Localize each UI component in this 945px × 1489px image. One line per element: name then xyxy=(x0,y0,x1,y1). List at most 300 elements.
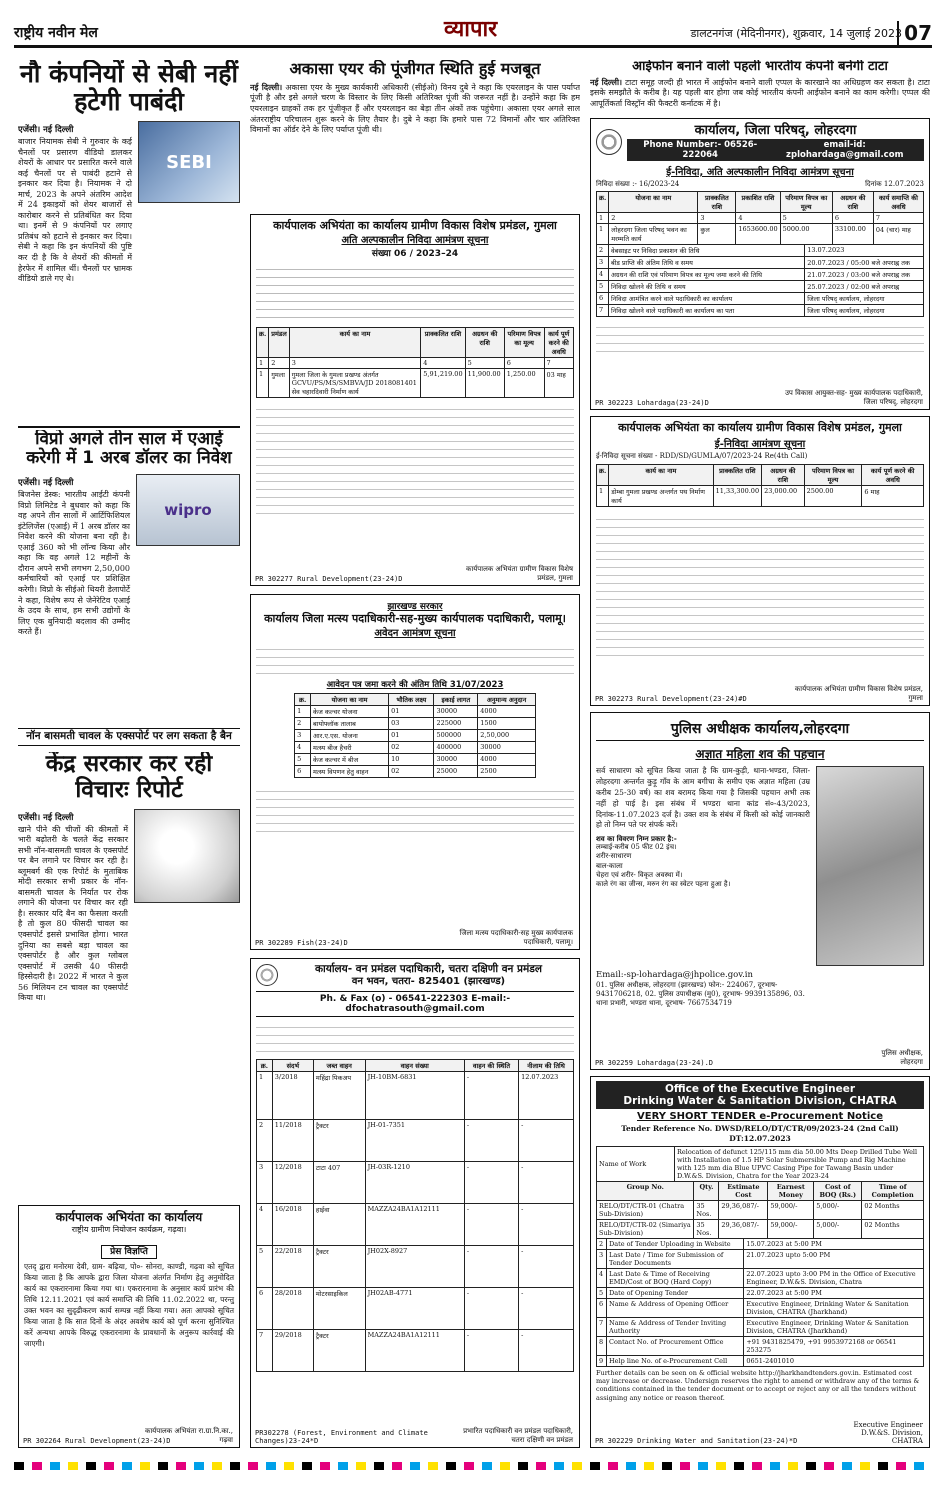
gumla-rural-table xyxy=(256,327,574,398)
table-cell: 1 xyxy=(257,369,269,398)
table-cell: वेबसाइट पर निविदा प्रकाशन की तिथि xyxy=(609,244,805,256)
table-header: Time of Completion xyxy=(862,1181,924,1200)
police-title: पुलिस अधीक्षक कार्यालय,लोहरदगा xyxy=(596,717,924,741)
chatra-water-notice xyxy=(590,1076,930,1448)
jharkhand-emblem-icon xyxy=(256,964,278,986)
table-cell: 6 xyxy=(257,1287,273,1329)
akasa-headline: अकासा एयर की पूंजीगत स्थिति हुई मजबूत xyxy=(289,60,541,78)
table-cell: 4 xyxy=(295,742,311,754)
palamu-code: PR 302289 Fish(23-24)D xyxy=(255,939,348,947)
table-cell: 11,900.00 xyxy=(465,369,504,398)
table-row xyxy=(597,1146,924,1181)
table-cell: 22.07.2023 upto 3:00 PM in the Office of Executive Engineer, D.W.&S. Division, Chatra xyxy=(744,1268,924,1287)
table-cell: JH-01-7351 xyxy=(365,1119,464,1161)
gumla-rural-sign: कार्यपालक अभियंता ग्रामीण विकास विशेष प्रमंडल, गुमला xyxy=(466,565,573,582)
police-body: सर्व साधारण को सूचित किया जाता है कि ग्राम-कुड़ी, थाना-भण्डरा, जिला-लोहरदगा अन्तर्गत कुड़ू गाँव के आम बगीचा के समीप एक अज्ञात महिला (उम्र करीब 25-30 वर्ष) का शव बरामद किया गया है जिसकी पहचान अभी तक नहीं हो पाई है। इस संबंध में भण्डरा थाना कांड सं०-43/2023, दिनांक-11.07.2023 दर्ज है। उक्त शव के संबंध में किसी को कोई जानकारी हो तो निम्न पते पर संपर्क करें। xyxy=(596,766,810,830)
table-row xyxy=(597,223,924,244)
table-header: वाहन संख्या xyxy=(365,1059,464,1071)
tata-body: टाटा समूह जल्दी ही भारत में आईफोन बनाने वाली एप्पल के कारखाने का अधिग्रहण कर सकता है। टाटा इसके समझौते के करीब है। यह पहली बार होगा जब कोई भारतीय कंपनी आईफोन बनाने का काम करेगी। एप्पल की आपूर्तिकर्ता विस्ट्रॉन की फैक्टरी कर्नाटक में है। xyxy=(590,77,930,108)
table-cell: 5 xyxy=(295,754,311,766)
table-cell: Name & Address of Tender Inviting Authority xyxy=(607,1317,744,1336)
table-header: Earnest Money xyxy=(768,1181,814,1200)
dws-schedule-table xyxy=(596,1238,924,1367)
gumla-etender-ref: ई-निविदा सूचना संख्या - RDD/SD/GUMLA/07/2023-24 Re(4th Call) xyxy=(596,452,808,461)
table-cell: 35 Nos. xyxy=(694,1219,719,1238)
police-feature: काले रंग का जीन्स, मरुन रंग का स्वेटर पहना हुआ है। xyxy=(596,879,731,888)
wipro-body: बिजनेस डेस्क: भारतीय आईटी कंपनी विप्रो लिमिटेड ने बुधवार को कहा कि वह अपने तीन सालों में आर्टिफिशियल इंटेलिजेंस (एआई) में 1 अरब डॉलर का निवेश करने की योजना बना रही है। एआई 360 को भी लॉन्च किया और कहा कि वह अगले 12 महीनों के दौरान अपने सभी लगभग 2,50,000 कर्मचारियों को एआई पर प्रशिक्षित करेगी। विप्रो के सीईओ थियरी डेलापोर्टे ने कहा, विशेष रूप से जेनेरेटिव एआई के उदय के साथ, हम सभी उद्योगों के लिए एक बुनियादी बदलाव की उम्मीद करते हैं। xyxy=(18,490,130,637)
table-cell: 1 xyxy=(597,223,609,244)
tata-headline: आईफोन बनाने वाली पहली भारतीय कंपनी बनेगी टाटा xyxy=(632,60,888,74)
table-header: क्र. xyxy=(597,465,609,486)
table-cell: 01 xyxy=(389,730,434,742)
sebi-body: बाजार नियामक सेबी ने गुरुवार के कई चैनलों पर प्रसारण वीडियो डालकर शेयरों के आधार पर प्रसारित करने वाले कई चैनलों पर से पाबंदी हटाने से इनकार कर दिया है। नियामक ने दो मार्च, 2023 के अपने अंतरिम आदेश में 24 इकाइयों को शेयर बाजारों से कारोबार करने से प्रतिबंधित कर दिया था। इनमें से 9 कंपनियों पर लगाए प्रतिबंध को हटाने से इनकार कर दिया। सेबी ने कहा कि इन कंपनियों की पुष्टि कर दी है कि वे शेयरों की कीमतों में हेरफेर में शामिल थीं। चैनलों पर भ्रामक वीडियो डाले गए थे। xyxy=(18,137,132,284)
table-cell: Help line No. of e-Procurement Cell xyxy=(607,1355,744,1366)
table-header: अनुमान्य अनुदान xyxy=(478,694,536,706)
sebi-photo xyxy=(138,121,240,203)
chatra-forest-notice xyxy=(250,958,580,1448)
table-cell: 3/2018 xyxy=(272,1071,313,1119)
police-notice xyxy=(590,712,930,1070)
chatra-forest-code: PR302278 (Forest, Environment and Climate Changes)23-24*D xyxy=(255,1429,428,1445)
table-cell: हाईवा xyxy=(313,1203,365,1245)
table-cell: निविदा आमंत्रित करने वाले पदाधिकारी का कार्यालय xyxy=(609,292,805,304)
table-header: परिमाण विपत्र का मूल्य xyxy=(804,465,862,486)
table-cell: 02 Months xyxy=(862,1219,924,1238)
table-cell: 25000 xyxy=(434,766,478,778)
table-header: योजना का नाम xyxy=(609,191,698,212)
table-row xyxy=(597,280,924,292)
palamu-intro xyxy=(256,642,574,676)
garhwa-press-box: प्रेस विज्ञप्ति xyxy=(101,1245,157,1259)
zp-subtitle: ई-निविदा, अति अल्पकालीन निविदा आमंत्रण सूचना xyxy=(666,166,854,178)
garhwa-code: PR 302264 Rural Development(23-24)D xyxy=(23,1437,171,1445)
table-cell: 01 xyxy=(389,706,434,718)
table-cell: ट्रैक्टर xyxy=(313,1119,365,1161)
table-cell: ट्रैक्टर xyxy=(313,1329,365,1371)
gumla-etender-subtitle: ई-निविदा आमंत्रण सूचना xyxy=(714,439,806,451)
table-row xyxy=(597,256,924,268)
table-cell: 7 xyxy=(597,304,609,316)
gumla-rural-terms xyxy=(256,402,574,520)
lohardaga-zp-notice xyxy=(590,118,930,410)
palamu-title: कार्यालय जिला मत्स्य पदाधिकारी-सह-मुख्य कार्यपालक पदाधिकारी, पलामू। xyxy=(264,612,566,625)
table-cell: केज कल्चर योजना xyxy=(311,706,389,718)
table-cell: 02 xyxy=(389,766,434,778)
table-cell: 2 xyxy=(597,244,609,256)
chatra-forest-table xyxy=(256,1059,574,1372)
table-cell: JH-10BM-6831 xyxy=(365,1071,464,1119)
gumla-etender-title: कार्यपालक अभियंता का कार्यालय ग्रामीण विकास विशेष प्रमंडल, गुमला xyxy=(618,421,902,434)
wipro-photo-text: wipro xyxy=(164,501,212,520)
table-cell: बीड प्राप्ति की अंतिम तिथि व समय xyxy=(609,256,805,268)
table-cell: 30000 xyxy=(478,742,536,754)
table-cell: 5000.00 xyxy=(780,223,832,244)
table-header: संदर्भ xyxy=(272,1059,313,1071)
table-cell: 5,91,219.00 xyxy=(421,369,465,398)
table-cell: Contact No. of Procurement Office xyxy=(607,1336,744,1355)
table-cell: 5 xyxy=(465,358,504,369)
table-header: कार्य का नाम xyxy=(289,328,421,358)
table-header: क्र. xyxy=(257,328,269,358)
chatra-forest-title: कार्यालय- वन प्रमंडल पदाधिकारी, चतरा दक्षिणी वन प्रमंडल xyxy=(314,963,543,975)
table-cell: मत्स्य विपणन हेतु वाहन xyxy=(311,766,389,778)
police-features-title: शव का विवरण निम्न प्रकार है:- xyxy=(596,834,677,844)
page-number: 07 xyxy=(897,21,932,45)
table-cell: केज कल्चर में बीज xyxy=(311,754,389,766)
table-cell: 21.07.2023 upto 5:00 PM xyxy=(744,1249,924,1268)
table-cell: जिला परिषद् कार्यालय, लोहरदगा xyxy=(805,304,924,316)
table-cell: निविदा खोलने की तिथि व समय xyxy=(609,280,805,292)
table-cell: 7 xyxy=(257,1329,273,1371)
brand-name: राष्ट्रीय नवीन मेल xyxy=(14,25,98,41)
table-cell: 3 xyxy=(597,256,609,268)
table-row xyxy=(257,1287,574,1329)
zp-title: कार्यालय, जिला परिषद्, लोहरदगा xyxy=(694,123,857,138)
table-cell: 5 xyxy=(257,1245,273,1287)
divider xyxy=(18,426,240,428)
wipro-headline: विप्रो अगले तीन साल में एआई करेगी में 1 अरब डॉलर का निवेश xyxy=(26,430,232,469)
table-cell: 5 xyxy=(597,1287,607,1298)
police-sign: पुलिस अधीक्षक, लोहरदगा xyxy=(881,1049,923,1066)
table-row xyxy=(597,1249,924,1268)
table-cell: 10 xyxy=(389,754,434,766)
table-cell: 03 माह xyxy=(544,369,574,398)
table-cell: RELO/DT/CTR-02 (Simariya Sub-Division) xyxy=(597,1219,694,1238)
table-cell: अग्रधन की राशि एवं परिमाण विपत्र का मूल्य जमा करने की तिथि xyxy=(609,268,805,280)
table-cell: 4000 xyxy=(478,754,536,766)
table-header: प्राक्कलित राशि xyxy=(698,191,736,212)
table-row xyxy=(257,1071,574,1119)
table-row xyxy=(257,1329,574,1371)
zp-ref: निविदा संख्या :- 16/2023-24 xyxy=(596,179,680,188)
table-cell: 4 xyxy=(257,1203,273,1245)
tata-byline: नई दिल्ली। xyxy=(590,76,623,87)
police-subtitle: अज्ञात महिला शव की पहचान xyxy=(695,747,825,761)
garhwa-body: एतद् द्वारा मनोरमा देवी, ग्राम- बढ़िया, पो०- सोनरा, काण्डी, गढ़वा को सूचित किया जाता है कि आपके द्वारा जिला योजना अंतर्गत निर्माण हेतु अनुमोदित कार्य का एकरारनामा किया गया था। एकरारनामा के अनुसार कार्य प्रारंभ की तिथि 12.11.2021 एवं कार्य समाप्ति की तिथि 11.02.2022 था, परन्तु उक्त भवन का सुदृढीकरण कार्य सम्पन्न नहीं किया गया। अतः आपको सूचित किया जाता है कि सात दिनों के अंदर अवशेष कार्य को पूर्ण करना सुनिश्चित करें अन्यथा आपके विरुद्ध एकरारनामा के प्रावधानों के अनुरूप कार्रवाई की जाएगी। xyxy=(24,1262,234,1348)
table-row xyxy=(295,706,536,718)
dws-title2: Drinking Water & Sanitation Division, CHATRA xyxy=(623,1095,897,1107)
table-cell: - xyxy=(519,1203,574,1245)
sebi-byline: एजेंसी। नई दिल्ली xyxy=(18,125,74,135)
gumla-rural-code: PR 302277 Rural Development(23-24)D xyxy=(255,575,403,583)
table-row xyxy=(257,1119,574,1161)
police-feature: लम्बाई-करीब 05 फीट 02 इंच। xyxy=(596,843,677,852)
dws-sign: Executive Engineer D.W.&S. Division, CHATRA xyxy=(853,1421,923,1445)
rice-headline: केंद्र सरकार कर रही विचारः रिपोर्ट xyxy=(45,752,213,803)
gumla-etender-table xyxy=(596,464,924,507)
table-row xyxy=(597,1200,924,1219)
table-cell: Executive Engineer, Drinking Water & Sanitation Division, CHATRA (Jharkhand) xyxy=(744,1317,924,1336)
table-row xyxy=(597,1298,924,1317)
table-cell: 59,000/- xyxy=(768,1200,814,1219)
zp-schedule-table xyxy=(596,244,924,317)
table-row xyxy=(295,742,536,754)
table-cell: 5 xyxy=(780,212,832,223)
table-cell: 7 xyxy=(544,358,574,369)
dws-work-table xyxy=(596,1146,924,1182)
chatra-forest-intro xyxy=(256,1020,574,1056)
wipro-story xyxy=(18,430,240,720)
table-header: अग्रधन की राशि xyxy=(465,328,504,358)
rice-story xyxy=(18,752,240,1197)
table-cell: - xyxy=(519,1119,574,1161)
gumla-etender-code: PR 302273 Rural Development(23-24)#D xyxy=(595,695,747,703)
table-header: वाहन की स्थिति xyxy=(464,1059,518,1071)
table-header: अग्रधन की राशि xyxy=(832,191,873,212)
table-row xyxy=(597,1336,924,1355)
table-cell: 16/2018 xyxy=(272,1203,313,1245)
table-cell: +91 9431825479, +91 9953972168 or 06541 253275 xyxy=(744,1336,924,1355)
table-cell: - xyxy=(464,1161,518,1203)
dws-title1: Office of the Executive Engineer xyxy=(664,1083,855,1095)
table-cell: गुमला xyxy=(269,369,289,398)
dws-subtitle: VERY SHORT TENDER e-Procurement Notice xyxy=(637,1111,883,1122)
table-cell: बायोफ्लॉक तालाब xyxy=(311,718,389,730)
table-cell: 22/2018 xyxy=(272,1245,313,1287)
rice-body: खाने पीने की चीजों की कीमतों में भारी बढ़ोतरी के चलते केंद्र सरकार सभी नॉन-बासमती चावल के एक्सपोर्ट पर बैन लगाने पर विचार कर रही है। ब्लूमबर्ग की एक रिपोर्ट के मुताबिक मोदी सरकार सभी प्रकार के नॉन-बासमती चावल के निर्यात पर रोक लगाने की योजना पर विचार कर रही है। सरकार यदि बैन का फैसला करती है तो कुल 80 फीसदी चावल का एक्सपोर्ट इससे प्रभावित होगा। भारत दुनिया का सबसे बड़ा चावल का एक्सपोर्टर है और कुल ग्लोबल एक्सपोर्ट में उसकी 40 फीसदी हिस्सेदारी है। 2022 में भारत ने कुल 56 मिलियन टन चावल का एक्सपोर्ट किया था। xyxy=(18,824,128,1003)
table-header: क्र. xyxy=(295,694,311,706)
table-cell: 11/2018 xyxy=(272,1119,313,1161)
table-header: भौतिक लक्ष्य xyxy=(389,694,434,706)
table-cell: 3 xyxy=(597,1249,607,1268)
table-cell: RELO/DT/CTR-01 (Chatra Sub-Division) xyxy=(597,1200,694,1219)
table-cell: 11,33,300.00 xyxy=(713,486,761,507)
table-row xyxy=(597,1355,924,1366)
table-cell: 5,000/- xyxy=(814,1219,862,1238)
table-cell: 28/2018 xyxy=(272,1287,313,1329)
table-row xyxy=(597,304,924,316)
table-header: कार्य समाप्ति की अवधि xyxy=(873,191,923,212)
table-cell: 4 xyxy=(597,268,609,280)
table-row xyxy=(597,1238,924,1249)
table-header: कार्य पूर्ण करने की अवधि xyxy=(862,465,924,486)
table-cell: 225000 xyxy=(434,718,478,730)
table-cell: JH-03R-1210 xyxy=(365,1161,464,1203)
table-cell: 2,50,000 xyxy=(478,730,536,742)
table-cell: 2500 xyxy=(478,766,536,778)
zp-email: email-id: zplohardaga@gmail.com xyxy=(786,139,904,160)
table-cell: 4 xyxy=(597,1268,607,1287)
table-header: नीलाम की तिथि xyxy=(519,1059,574,1071)
table-cell: 1 xyxy=(257,358,269,369)
table-cell: 1500 xyxy=(478,718,536,730)
wipro-photo xyxy=(136,474,240,546)
table-row xyxy=(257,1245,574,1287)
gumla-rural-number: संख्या 06 / 2023–24 xyxy=(371,249,459,260)
table-cell: 4 xyxy=(421,358,465,369)
table-cell: 30000 xyxy=(434,706,478,718)
section-title: व्यापार xyxy=(444,17,498,42)
table-row xyxy=(597,1268,924,1287)
gumla-etender-sign: कार्यपालक अभियंता ग्रामीण विकास विशेष प्रमंडल, गुमला xyxy=(794,685,923,702)
table-cell: 23,000.00 xyxy=(762,486,805,507)
table-header: प्रमंडल xyxy=(269,328,289,358)
table-header: कार्य का नाम xyxy=(609,465,713,486)
table-cell: 13.07.2023 xyxy=(805,244,924,256)
garhwa-ee-notice xyxy=(18,1205,240,1448)
table-cell: 02 xyxy=(389,742,434,754)
table-header: परिमाण विपत्र का मूल्य xyxy=(780,191,832,212)
table-header: जब्त वाहन xyxy=(313,1059,365,1071)
table-cell: 6 xyxy=(295,766,311,778)
sebi-headline: नौ कंपनियों से सेबी नहीं हटेगी पाबंदी xyxy=(19,60,239,116)
table-cell: 20.07.2023 / 05:00 बजे अपराह्न तक xyxy=(805,256,924,268)
table-cell: 33100.00 xyxy=(832,223,873,244)
masthead xyxy=(14,18,932,48)
table-cell: 59,000/- xyxy=(768,1219,814,1238)
rice-byline: एजेंसी। नई दिल्ली xyxy=(18,812,74,823)
table-cell: 3 xyxy=(698,212,736,223)
table-header: Cost of BOQ (Rs.) xyxy=(814,1181,862,1200)
dateline: डालटनगंज (मेदिनीनगर), शुक्रवार, 14 जुलाई 2023 xyxy=(690,27,902,40)
police-feature: शरीर-साधारण xyxy=(596,852,632,861)
zp-date: दिनांक 12.07.2023 xyxy=(865,179,924,188)
table-cell: 9 xyxy=(597,1355,607,1366)
table-cell: 4000 xyxy=(478,706,536,718)
table-cell: - xyxy=(519,1161,574,1203)
garhwa-subtitle: राष्ट्रीय ग्रामीण नियोजन कार्यक्रम, गढ़वा। xyxy=(71,1225,187,1235)
table-cell: 2 xyxy=(609,212,698,223)
table-cell: 1 xyxy=(597,212,609,223)
chatra-forest-contact: Ph. & Fax (o) - 06541-222303 E-mail:- dfochatrasouth@gmail.com xyxy=(256,991,574,1017)
table-cell: डोम्बा गुमला प्रखण्ड अन्तर्गत पथ निर्माण कार्य xyxy=(609,486,713,507)
table-cell: Last Date & Time of Receiving EMD/Cost of BOQ (Hard Copy) xyxy=(607,1268,744,1287)
table-cell: गुमला जिला के गुमला प्रखण्ड अंतर्गत GCVU/PS/MS/SMBVA/JD 2018081401 सेव चहारदिवारी निर्माण कार्य xyxy=(289,369,421,398)
table-cell: 30000 xyxy=(434,754,478,766)
table-row xyxy=(295,754,536,766)
table-header: अग्रधन की राशि xyxy=(762,465,805,486)
table-row xyxy=(257,369,574,398)
table-cell: 2 xyxy=(269,358,289,369)
table-cell: 3 xyxy=(295,730,311,742)
table-cell: - xyxy=(519,1329,574,1371)
table-cell: 25.07.2023 / 02:00 बजे अपराह्न xyxy=(805,280,924,292)
table-cell: लोहरदगा जिला परिषद् भवन का मरम्मति कार्य xyxy=(609,223,698,244)
gumla-rural-title: कार्यपालक अभियंता का कार्यालय ग्रामीण विकास विशेष प्रमंडल, गुमला xyxy=(273,219,557,232)
palamu-sign: जिला मत्स्य पदाधिकारी-सह मुख्य कार्यपालक पदाधिकारी, पलामू। xyxy=(459,929,573,946)
table-cell: Date of Opening Tender xyxy=(607,1287,744,1298)
table-header: इकाई लागत xyxy=(434,694,478,706)
table-cell: - xyxy=(519,1245,574,1287)
table-row xyxy=(257,1161,574,1203)
table-cell: 29,36,087/- xyxy=(719,1200,768,1219)
table-header: Estimate Cost xyxy=(719,1181,768,1200)
color-registration-bar xyxy=(14,1462,932,1470)
dws-ref: Tender Reference No. DWSD/RELO/DT/CTR/09/2023-24 (2nd Call) DT:12.07.2023 xyxy=(621,1124,899,1143)
table-cell: मोटरसाइकिल xyxy=(313,1287,365,1329)
table-cell: 3 xyxy=(289,358,421,369)
table-header: प्राक्कलित राशि xyxy=(421,328,465,358)
chatra-forest-sign: प्रभारित पदाधिकारी वन प्रमंडल पदाधिकारी, चतरा दक्षिणी वन प्रमंडल xyxy=(463,1427,573,1444)
table-cell: MAZZA24BA1A12111 xyxy=(365,1203,464,1245)
table-cell: 15.07.2023 at 5:00 PM xyxy=(744,1238,924,1249)
table-header: प्रकाशित राशि xyxy=(736,191,780,212)
dws-notes: Further details can be seen on & official website http://jharkhandtenders.gov.in. Estimated cost may increase or decrease. Undersign reserves the right to amend or withdraw any of the terms & conditions contained in the tender document or to accept or reject any or all the tenders without assigning any notice or reason thereof. xyxy=(596,1368,920,1402)
table-cell: - xyxy=(464,1119,518,1161)
table-cell: 6 xyxy=(597,292,609,304)
table-cell: 03 xyxy=(389,718,434,730)
table-cell: 7 xyxy=(873,212,923,223)
garhwa-title: कार्यपालक अभियंता का कार्यालय xyxy=(55,1210,203,1224)
table-cell: - xyxy=(464,1287,518,1329)
table-cell: - xyxy=(464,1245,518,1287)
police-feature: बाल-काला xyxy=(596,861,623,870)
table-cell: - xyxy=(464,1071,518,1119)
table-cell: मत्स्य बीज हैचरी xyxy=(311,742,389,754)
zp-table xyxy=(596,191,924,245)
chatra-forest-address: वन भवन, चतरा- 825401 (झारखण्ड) xyxy=(351,975,506,987)
table-header: कार्य पूर्ण करने की अवधि xyxy=(544,328,574,358)
table-cell: निविदा खोलने वाले पदाधिकारी का कार्यालय का पता xyxy=(609,304,805,316)
table-cell: टाटा 407 xyxy=(313,1161,365,1203)
dws-code: PR 302229 Drinking Water and Sanitation(23-24)*D xyxy=(595,1437,798,1445)
table-cell: 1 xyxy=(257,1071,273,1119)
table-cell: कुल xyxy=(698,223,736,244)
table-header: प्राक्कलित राशि xyxy=(713,465,761,486)
police-feature: चेहरा एवं शरीर- विकृत अवस्था में। xyxy=(596,870,683,879)
table-cell: 6 xyxy=(597,1298,607,1317)
table-cell: JH02AB-4771 xyxy=(365,1287,464,1329)
table-cell: 29,36,087/- xyxy=(719,1219,768,1238)
table-row xyxy=(597,1219,924,1238)
table-row xyxy=(597,268,924,280)
table-cell: - xyxy=(464,1329,518,1371)
table-cell: 3 xyxy=(257,1161,273,1203)
table-cell: 1 xyxy=(295,706,311,718)
rice-photo xyxy=(134,809,240,903)
table-row xyxy=(295,718,536,730)
zp-emblem-icon xyxy=(596,129,622,155)
table-cell: 5 xyxy=(597,280,609,292)
palamu-table xyxy=(294,693,536,778)
table-row xyxy=(295,766,536,778)
table-cell: 2 xyxy=(295,718,311,730)
table-row xyxy=(257,1203,574,1245)
table-row xyxy=(295,730,536,742)
sebi-photo-text: SEBI xyxy=(166,151,212,173)
table-cell: 0651-2401010 xyxy=(744,1355,924,1366)
police-code: PR 302259 Lohardaga(23-24).D xyxy=(595,1059,714,1067)
table-row xyxy=(597,1287,924,1298)
table-cell: 400000 xyxy=(434,742,478,754)
table-cell: 8 xyxy=(597,1336,607,1355)
table-cell: जिला परिषद् कार्यालय, लोहरदगा xyxy=(805,292,924,304)
table-cell: 7 xyxy=(597,1317,607,1336)
table-cell: 04 (चार) माह xyxy=(873,223,923,244)
table-cell: - xyxy=(464,1203,518,1245)
police-contacts: 01. पुलिस अधीक्षक, लोहरदगा (झारखण्ड) फोन:- 224067, दूरभाष- 9431706218, 02. पुलिस उपाधीक्षक (मु0), दूरभाष- 9939135896, 03. थाना प्रभारी, भण्डरा थाना, दूरभाष- 7667534719 xyxy=(596,981,805,1008)
zp-terms xyxy=(596,320,924,354)
rice-strap-text: नॉन बासमती चावल के एक्सपोर्ट पर लग सकता है बैन xyxy=(26,730,232,742)
table-cell: 6 xyxy=(832,212,873,223)
table-cell: 2 xyxy=(257,1119,273,1161)
garhwa-sign: कार्यपालक अभियंता रा.ग्रा.नि.का., गढ़वा xyxy=(144,1427,233,1444)
table-cell: - xyxy=(519,1287,574,1329)
table-cell: Name of Work xyxy=(597,1146,675,1181)
table-cell: Executive Engineer, Drinking Water & Sanitation Division, CHATRA (Jharkhand) xyxy=(744,1298,924,1317)
table-cell: 02 Months xyxy=(862,1200,924,1219)
rice-strap xyxy=(18,728,240,746)
table-cell: 1 xyxy=(597,486,609,507)
table-cell: Date of Tender Uploading in Website xyxy=(607,1238,744,1249)
palamu-fish-notice xyxy=(250,594,580,950)
akasa-body: अकासा एयर के मुख्य कार्यकारी अधिकारी (सीईओ) विनय दुबे ने कहा कि एयरलाइन के पास पर्याप्त पूंजी है और इसे अगले चरण के विस्तार के लिए किसी अतिरिक्त पूंजी की जरूरत नहीं है। उन्होंने कहा कि हम एयरलाइन ग्राहकों तक हर पूंजीकृत हैं और एयरलाइन का बेड़ा तीन अंकों तक पहुंचेगा। अकासा एयर अगले साल अंतरराष्ट्रीय परिचालन शुरू करने के लिए तैयार है। दुबे ने कहा कि हमारे पास 72 विमानों और चार अतिरिक्त विमानों का ऑर्डर देने के लिए पर्याप्त पूंजी थी। xyxy=(250,82,580,135)
table-header: परिमाण विपत्र का मूल्य xyxy=(504,328,544,358)
table-cell: 35 Nos. xyxy=(694,1200,719,1219)
table-row xyxy=(597,1317,924,1336)
table-cell: 4 xyxy=(736,212,780,223)
gumla-rural-subtitle: अति अल्पकालीन निविदा आमंत्रण सूचना xyxy=(341,235,489,247)
